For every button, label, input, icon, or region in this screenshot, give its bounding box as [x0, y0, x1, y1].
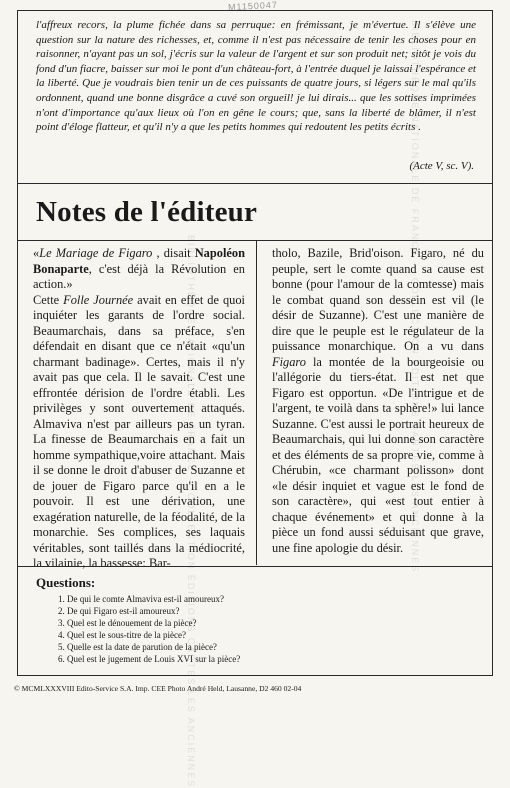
question-item: 1. De qui le comte Almaviva est-il amoureux? — [58, 594, 224, 604]
body-paragraph: Cette Folle Journée avait en effet de quoi inquiéter les garants de l'ordre social. Beaumarchais, dans sa préface, s'en défendait en disant que ce n'était «qu'un charmant badinage». Certes, mais il n'y avait pas que cela. Il le savait. C'est une effrontée dérision de l'ordre établi. Les privilèges y sont ouvertement attaqués. Almaviva n'est par ailleurs pas un tyran. La finesse de Beaumarchais en a fait un homme sympathique,voire attachant. Mais il se donne le droit d'abuser de Suzanne et de jouer de Figaro parce qu'il en a le pouvoir. Il est une dérivation, une exagération naturelle, de la féodalité, de la monarchie. Ses complices, ses laquais véritables, sont taillés dans la médiocrité, la vilainie, la bassesse: Bar- — [33, 292, 245, 570]
page-title: Notes de l'éditeur — [36, 196, 258, 228]
left-column — [33, 246, 245, 572]
right-column — [272, 246, 484, 556]
question-item: 2. De qui Figaro est-il amoureux? — [58, 606, 180, 617]
body-paragraph: tholo, Bazile, Brid'oison. Figaro, né du peuple, sert le comte quand sa cause est bonne (pour l'amour de la comtesse) mais le combat quand son dessein est vil (le désir de Suzanne). C'est une manière de dire que le peuple est le régulateur de la puissance monarchique. On a vu dans Figaro la montée de la bourgeoisie ou l'allégorie du tiers-état. Il est net que Figaro est opportun. «De l'intrigue et de l'argent, te voilà dans ta sphère!» lui lance Suzanne. C'est aussi le portrait heureux de Beaumarchais, qui lui donne son caractère et des éléments de sa propre vie, comme à Chérubin, «ce charmant polisson» dont «le désir inquiet et vague est le fond de son caractère», qui «est tout entier à chaque événement» et qui donne à la pièce un fond aussi séduisant que grave, une fine apologie du désir. — [272, 246, 484, 555]
watermark: BIBLIOTHÈQUE NATIONALE DE FRANCE — COLLECTION ÉDITIONS CARTES LES ANCIENNES — [186, 235, 196, 788]
question-item: 3. Quel est le dénouement de la pièce? — [58, 618, 197, 629]
quote-reference: (Acte V, sc. V). — [409, 160, 474, 172]
archive-stamp: M1150047 — [227, 0, 279, 13]
watermark: BIBLIOTHÈQUE NATIONALE DE FRANCE — COLLECTION ÉDITIONS CARTES LES ANCIENNES — [410, 20, 420, 574]
divider — [17, 566, 493, 567]
questions-heading: Questions: — [36, 575, 96, 590]
column-divider — [256, 240, 257, 565]
divider — [17, 183, 493, 184]
question-item: 6. Quel est le jugement de Louis XVI sur la pièce? — [58, 654, 241, 665]
questions-list — [58, 593, 240, 666]
question-item: 5. Quelle est la date de parution de la pièce? — [58, 642, 217, 653]
lead-paragraph: «Le Mariage de Figaro , disait Napoléon Bonaparte, c'est déjà la Révolution en action.» — [33, 246, 245, 291]
quote-text: l'affreux recors, la plume fichée dans sa perruque: en frémissant, je m'évertue. Il s'élève une question sur la nature des richesses, et, comme il n'est pas nécessaire de tenir les choses pour en raisonner, n'ayant pas un sol, j'écris sur la valeur de l'argent et sur son produit net; sitôt je vois du fond d'un fiacre, baisser sur moi le pont d'un château-fort, à l'entrée duquel je laissai l'espérance et la liberté. Que je voudrais bien tenir un de ces puissants de quatre jours, si légers sur le mal qu'ils ordonnent, quand une bonne disgrâce a cuvé son orgueil! je lui dirais... que les sottises imprimées n'ont d'importance qu'aux lieux où l'on en gêne le cours; que, sans la liberté de blâmer, il n'est point d'éloge flatteur, et qu'il n'y a que les petits hommes qui redoutent les petits écrits . — [36, 19, 476, 134]
copyright-footer: © MCMLXXXVIII Edito-Service S.A. Imp. CEE Photo André Held, Lausanne, D2 460 02-04 — [14, 684, 302, 693]
divider — [17, 240, 493, 241]
question-item: 4. Quel est le sous-titre de la pièce? — [58, 630, 186, 641]
